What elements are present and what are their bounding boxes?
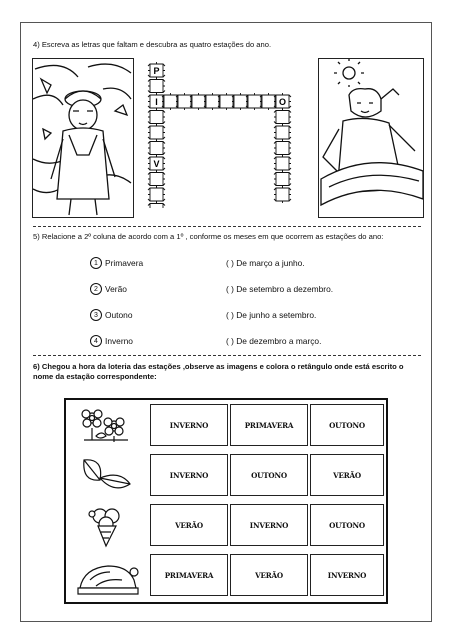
month-item-1[interactable]	[226, 256, 305, 270]
ice-cream-icon	[70, 504, 146, 548]
crossword-letter: V	[153, 159, 160, 169]
crossword-cell[interactable]	[148, 78, 165, 95]
crossword-cell[interactable]	[148, 186, 165, 203]
season-lottery-table	[64, 398, 388, 604]
winter-hat-icon	[70, 554, 146, 598]
season-label: Outono	[105, 310, 133, 320]
lottery-option[interactable]: INVERNO	[310, 554, 384, 596]
crossword-grid	[140, 58, 322, 208]
crossword-cell[interactable]	[148, 124, 165, 141]
summer-boy-illustration	[318, 58, 424, 218]
crossword-cell[interactable]	[274, 124, 291, 141]
month-label: De setembro a dezembro.	[236, 284, 334, 294]
question-4-title: 4) Escreva as letras que faltam e descubra as quatro estações do ano.	[33, 40, 272, 49]
number-circle: 3	[90, 309, 102, 321]
question-5-title: 5) Relacione a 2º coluna de acordo com a 1º , conforme os meses em que ocorrem as estações do ano:	[33, 232, 384, 241]
section-divider	[33, 355, 421, 356]
season-item-3	[90, 308, 132, 322]
month-item-4[interactable]	[226, 334, 321, 348]
crossword-cell[interactable]	[148, 202, 165, 209]
crossword-cell[interactable]	[274, 109, 291, 126]
answer-parentheses[interactable]: ( )	[226, 284, 234, 294]
leaves-icon	[70, 454, 146, 496]
answer-parentheses[interactable]: ( )	[226, 336, 234, 346]
answer-parentheses[interactable]: ( )	[226, 258, 234, 268]
question-6-title: 6) Chegou a hora da loteria das estações ,observe as imagens e colora o retângulo onde está escrito o nome da estação correspondente:	[33, 362, 404, 381]
month-label: De dezembro a março.	[236, 336, 322, 346]
section-divider	[33, 226, 421, 227]
crossword-cell[interactable]	[274, 186, 291, 203]
month-label: De junho a setembro.	[236, 310, 317, 320]
crossword-cell[interactable]	[274, 140, 291, 157]
winter-boy-illustration	[32, 58, 134, 218]
month-item-2[interactable]	[226, 282, 333, 296]
lottery-option[interactable]: VERÃO	[230, 554, 308, 596]
lottery-option[interactable]: INVERNO	[230, 504, 308, 546]
answer-parentheses[interactable]: ( )	[226, 310, 234, 320]
lottery-option[interactable]: PRIMAVERA	[150, 554, 228, 596]
lottery-option[interactable]: INVERNO	[150, 454, 228, 496]
number-circle: 1	[90, 257, 102, 269]
number-circle: 2	[90, 283, 102, 295]
crossword-cell[interactable]	[274, 155, 291, 172]
crossword-letter: O	[278, 97, 287, 107]
season-item-4	[90, 334, 133, 348]
lottery-option[interactable]: OUTONO	[310, 504, 384, 546]
crossword-cell[interactable]	[274, 171, 291, 188]
lottery-option[interactable]: OUTONO	[310, 404, 384, 446]
lottery-option[interactable]: INVERNO	[150, 404, 228, 446]
crossword-letter: P	[153, 66, 160, 76]
lottery-option[interactable]: OUTONO	[230, 454, 308, 496]
crossword-cell[interactable]	[148, 171, 165, 188]
month-label: De março a junho.	[236, 258, 305, 268]
lottery-option[interactable]: VERÃO	[310, 454, 384, 496]
season-item-2	[90, 282, 127, 296]
flower-icon	[70, 404, 146, 446]
season-label: Inverno	[105, 336, 133, 346]
number-circle: 4	[90, 335, 102, 347]
crossword-cell[interactable]	[148, 140, 165, 157]
season-label: Primavera	[105, 258, 144, 268]
lottery-option[interactable]: PRIMAVERA	[230, 404, 308, 446]
crossword-letter: I	[155, 97, 158, 107]
month-item-3[interactable]	[226, 308, 316, 322]
season-item-1	[90, 256, 143, 270]
lottery-option[interactable]: VERÃO	[150, 504, 228, 546]
season-label: Verão	[105, 284, 127, 294]
crossword-cell[interactable]	[148, 109, 165, 126]
